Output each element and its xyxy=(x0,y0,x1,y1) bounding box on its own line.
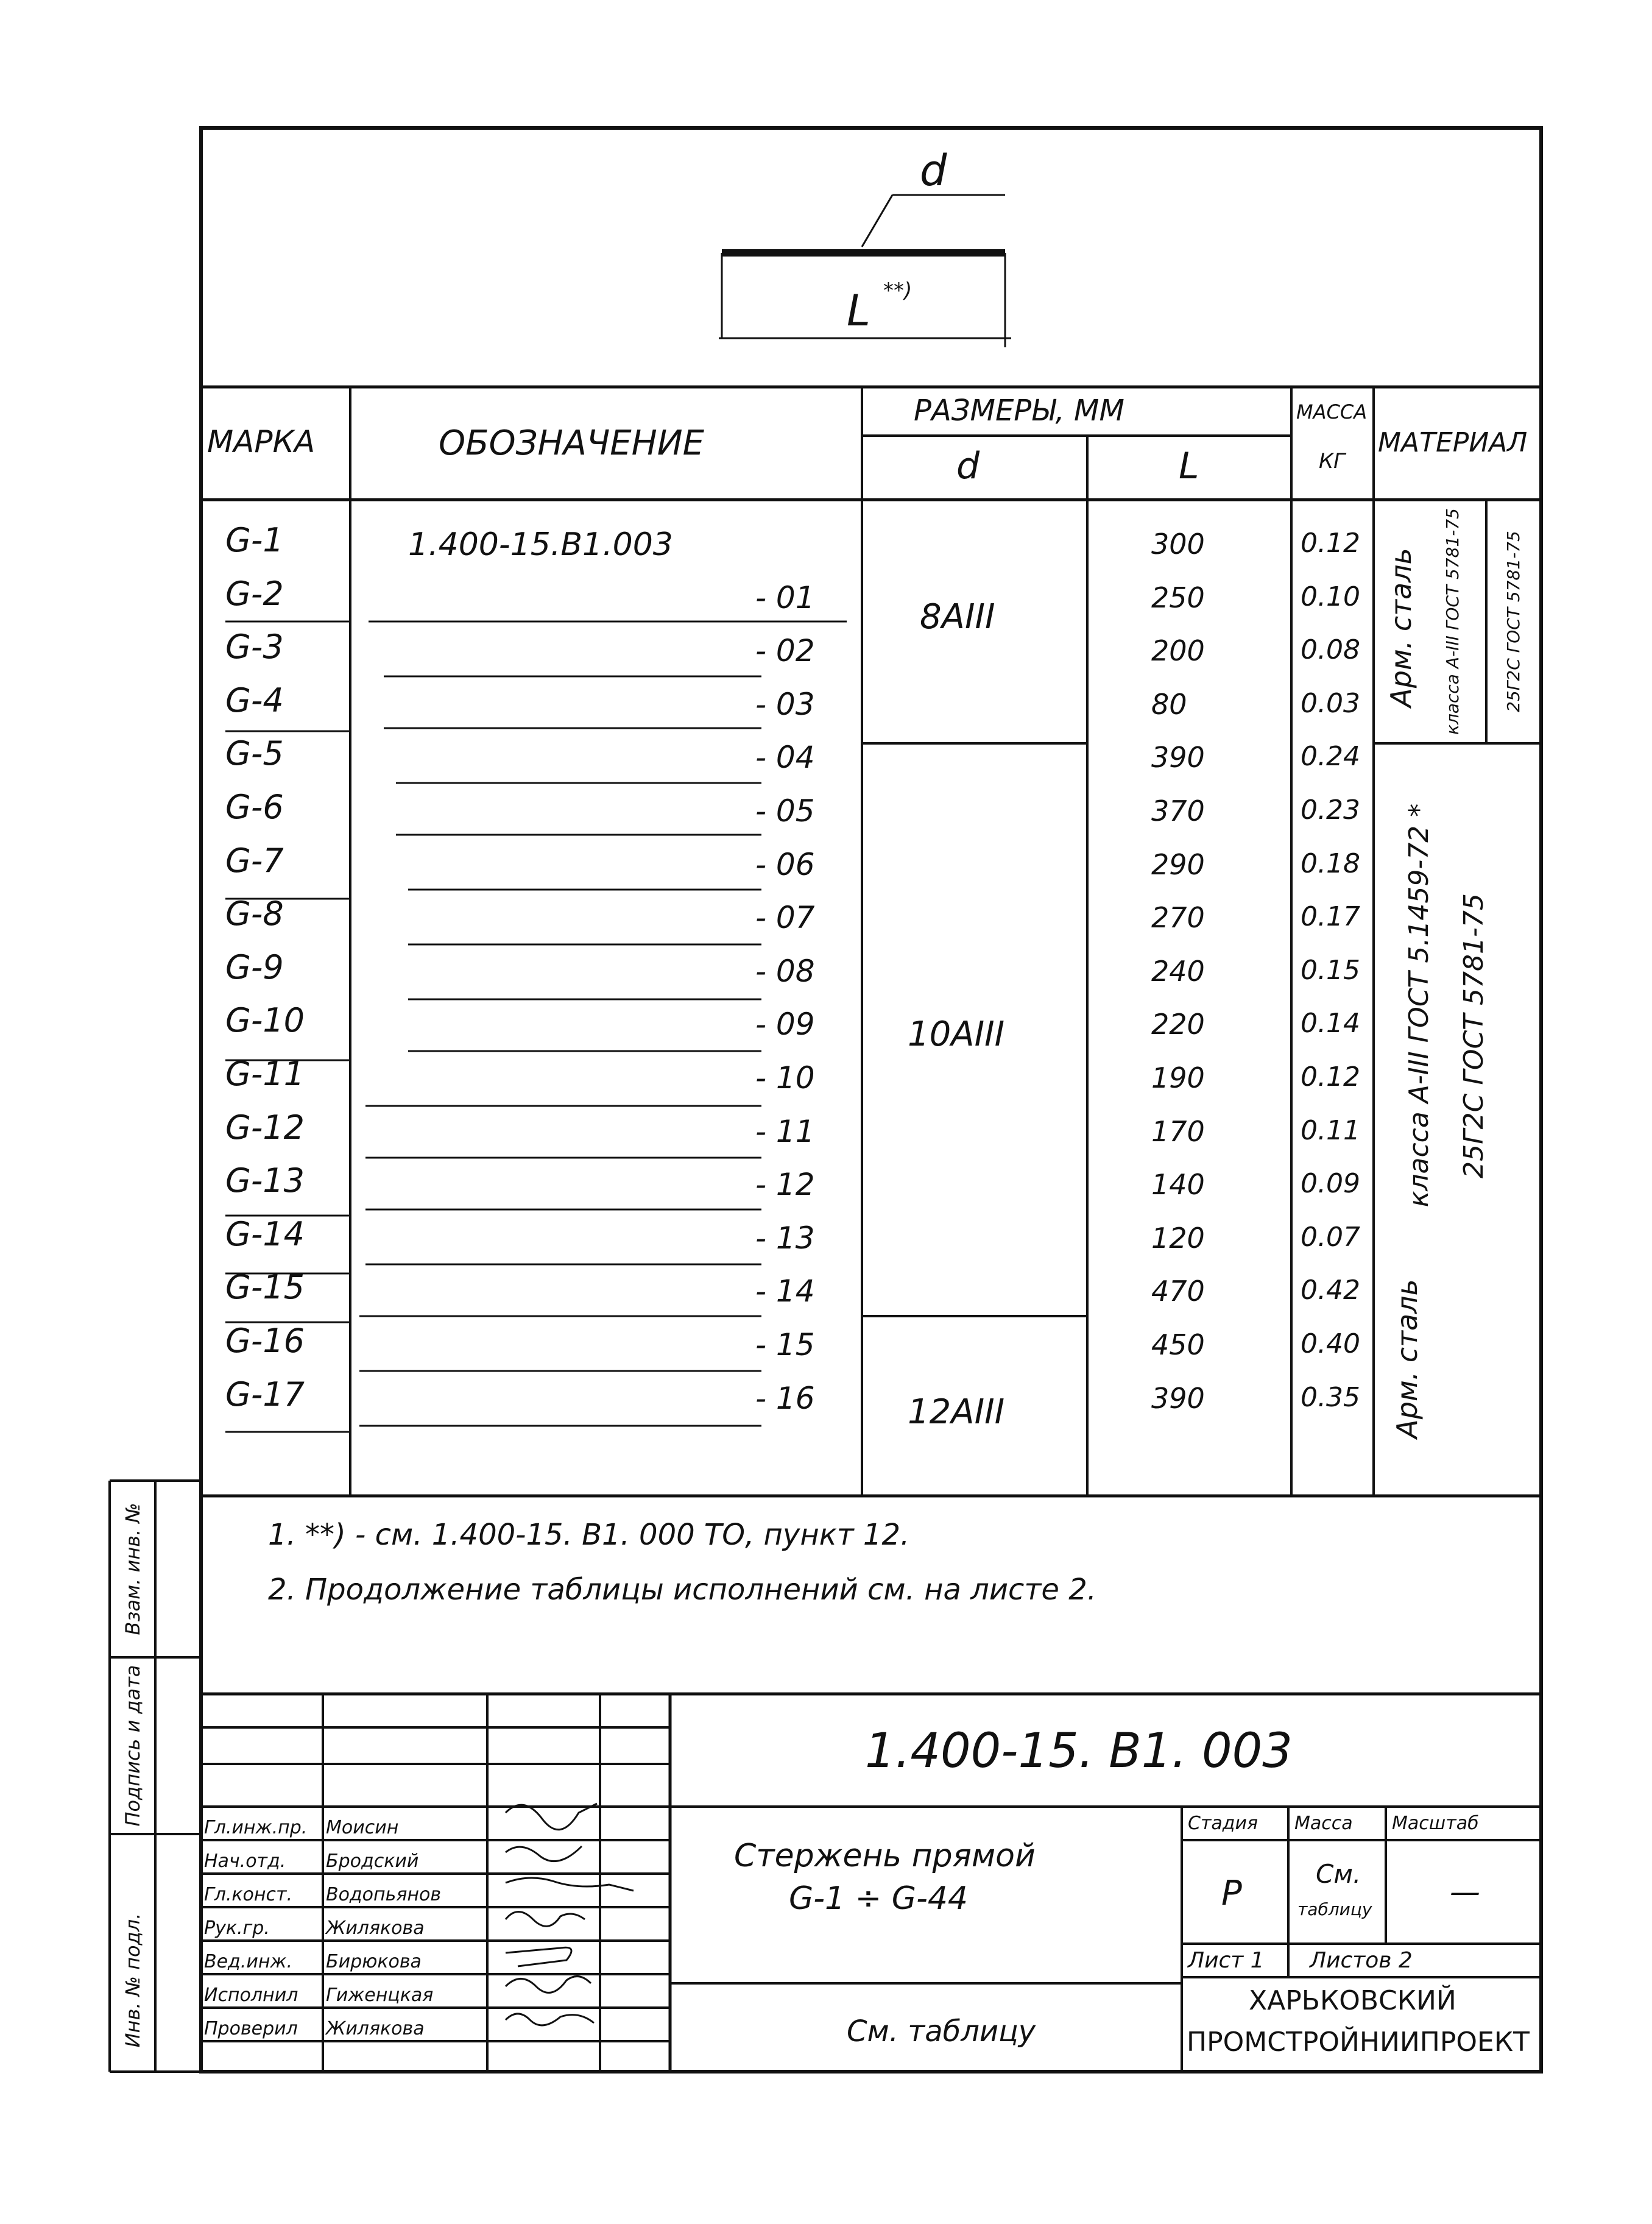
row-length: 220 xyxy=(1151,1008,1205,1041)
row-code: - 02 xyxy=(755,633,815,669)
row-mark: G-7 xyxy=(225,841,284,880)
row-mark: G-2 xyxy=(225,574,284,613)
row-code: - 07 xyxy=(755,900,815,936)
row-mark: G-14 xyxy=(225,1214,305,1253)
massa-value-2: таблицу xyxy=(1297,1899,1372,1919)
row-mass: 0.03 xyxy=(1301,687,1360,719)
sketch-d-label: d xyxy=(920,146,947,196)
header-kg: КГ xyxy=(1319,449,1346,473)
row-mass: 0.12 xyxy=(1301,1061,1360,1093)
person-name: Гиженцкая xyxy=(326,1985,434,2006)
row-mark: G-15 xyxy=(225,1268,305,1307)
row-length: 390 xyxy=(1151,741,1205,774)
row-length: 240 xyxy=(1151,954,1205,988)
person-name: Моисин xyxy=(326,1817,399,1838)
row-mark: G-3 xyxy=(225,628,284,667)
row-code: - 14 xyxy=(755,1273,815,1309)
masshtab-value: — xyxy=(1450,1874,1480,1910)
org-line2: ПРОМСТРОЙНИИПРОЕКТ xyxy=(1187,2027,1530,2058)
title-line2: G-1 ÷ G-44 xyxy=(789,1880,968,1917)
material-1-line3: 25Г2С ГОСТ 5781-75 xyxy=(1503,531,1523,712)
row-mass: 0.17 xyxy=(1301,901,1360,933)
side-label-podpis: Подпись и дата xyxy=(121,1665,144,1827)
material-1-line2: класса А-III ГОСТ 5781-75 xyxy=(1442,508,1463,735)
row-code: - 06 xyxy=(755,846,815,882)
person-role: Гл.инж.пр. xyxy=(204,1817,308,1838)
doc-number: 1.400-15. B1. 003 xyxy=(865,1724,1293,1779)
person-role: Гл.конст. xyxy=(204,1884,293,1905)
material-ref: См. таблицу xyxy=(847,2014,1036,2049)
header-marka: МАРКА xyxy=(207,424,316,459)
row-length: 200 xyxy=(1151,634,1205,668)
row-length: 470 xyxy=(1151,1275,1205,1308)
row-mass: 0.15 xyxy=(1301,954,1360,986)
row-length: 290 xyxy=(1151,848,1205,881)
sketch-l-label: L xyxy=(847,286,870,336)
person-name: Водопьянов xyxy=(326,1884,442,1905)
person-name: Жилякова xyxy=(326,2018,425,2039)
diameter-8: 8AIII xyxy=(920,597,995,637)
title-line1: Стержень прямой xyxy=(734,1838,1036,1874)
org-line1: ХАРЬКОВСКИЙ xyxy=(1249,1985,1456,2016)
row-mark: G-17 xyxy=(225,1375,305,1414)
row-length: 80 xyxy=(1151,687,1187,721)
material-2-line2: класса А-III ГОСТ 5.1459-72 * xyxy=(1403,803,1435,1208)
stadia-value: Р xyxy=(1221,1874,1242,1913)
row-mark: G-1 xyxy=(225,521,284,559)
material-2-line1: Арм. сталь xyxy=(1391,1279,1424,1439)
row-mass: 0.14 xyxy=(1301,1008,1360,1039)
row-code: - 03 xyxy=(755,686,815,722)
person-role: Исполнил xyxy=(204,1985,298,2006)
row-mark: G-4 xyxy=(225,681,284,720)
row-length: 120 xyxy=(1151,1221,1205,1255)
row-length: 390 xyxy=(1151,1381,1205,1415)
row-mass: 0.24 xyxy=(1301,741,1360,773)
header-d: d xyxy=(956,445,980,487)
row-mass: 0.18 xyxy=(1301,848,1360,879)
header-l: L xyxy=(1179,445,1199,487)
person-name: Бирюкова xyxy=(326,1951,422,1972)
row-mass: 0.10 xyxy=(1301,581,1360,612)
row-length: 300 xyxy=(1151,528,1205,561)
row-code: - 05 xyxy=(755,793,815,829)
massa-header: Масса xyxy=(1294,1813,1353,1834)
header-massa: МАССА xyxy=(1296,400,1368,423)
header-razmery: РАЗМЕРЫ, ММ xyxy=(914,394,1124,428)
material-2-line3: 25Г2С ГОСТ 5781-75 xyxy=(1458,893,1489,1178)
row-code: - 11 xyxy=(755,1113,815,1149)
person-role: Рук.гр. xyxy=(204,1918,270,1939)
list-number: Лист 1 xyxy=(1188,1948,1265,1973)
row-code: 1.400-15.B1.003 xyxy=(408,526,673,563)
diameter-12: 12AIII xyxy=(908,1392,1005,1432)
row-length: 370 xyxy=(1151,795,1205,827)
row-mass: 0.11 xyxy=(1301,1114,1360,1146)
person-name: Бродский xyxy=(326,1850,419,1872)
row-mass: 0.09 xyxy=(1301,1168,1360,1200)
stadia-header: Стадия xyxy=(1188,1813,1258,1834)
side-label-inv: Инв. № подл. xyxy=(121,1913,144,2048)
row-length: 270 xyxy=(1151,901,1205,935)
row-mass: 0.35 xyxy=(1301,1381,1360,1413)
person-role: Нач.отд. xyxy=(204,1850,286,1872)
row-code: - 08 xyxy=(755,953,815,989)
row-mark: G-9 xyxy=(225,947,284,986)
row-mass: 0.12 xyxy=(1301,528,1360,559)
row-mass: 0.08 xyxy=(1301,634,1360,666)
person-role: Вед.инж. xyxy=(204,1951,292,1972)
row-mark: G-12 xyxy=(225,1108,305,1147)
person-role: Проверил xyxy=(204,2018,298,2039)
row-code: - 15 xyxy=(755,1327,815,1362)
row-code: - 12 xyxy=(755,1167,815,1203)
header-oboznachenie: ОБОЗНАЧЕНИЕ xyxy=(439,423,705,463)
side-label-vzam: Взам. инв. № xyxy=(121,1503,144,1635)
row-length: 140 xyxy=(1151,1168,1205,1202)
sketch-l-note: **) xyxy=(883,278,912,303)
material-1-line1: Арм. сталь xyxy=(1385,548,1417,707)
note-2: 2. Продолжение таблицы исполнений см. на листе 2. xyxy=(268,1573,1096,1607)
row-mass: 0.42 xyxy=(1301,1275,1360,1306)
row-mark: G-8 xyxy=(225,894,284,933)
row-mass: 0.23 xyxy=(1301,795,1360,826)
massa-value-1: См. xyxy=(1316,1859,1361,1889)
header-material: МАТЕРИАЛ xyxy=(1378,427,1528,458)
row-mark: G-13 xyxy=(225,1161,305,1200)
listov-count: Листов 2 xyxy=(1310,1948,1413,1973)
row-code: - 09 xyxy=(755,1007,815,1043)
row-code: - 04 xyxy=(755,740,815,776)
row-length: 450 xyxy=(1151,1328,1205,1361)
row-mark: G-5 xyxy=(225,734,284,773)
row-mass: 0.07 xyxy=(1301,1221,1360,1253)
row-code: - 13 xyxy=(755,1220,815,1256)
row-code: - 16 xyxy=(755,1380,815,1416)
row-length: 170 xyxy=(1151,1114,1205,1148)
row-code: - 01 xyxy=(755,579,815,615)
diameter-10: 10AIII xyxy=(908,1015,1005,1054)
row-mark: G-16 xyxy=(225,1322,305,1360)
row-mark: G-6 xyxy=(225,788,284,826)
row-length: 190 xyxy=(1151,1061,1205,1094)
row-code: - 10 xyxy=(755,1060,815,1096)
person-name: Жилякова xyxy=(326,1918,425,1939)
masshtab-header: Масштаб xyxy=(1392,1813,1479,1834)
row-length: 250 xyxy=(1151,581,1205,614)
row-mark: G-10 xyxy=(225,1001,305,1040)
row-mass: 0.40 xyxy=(1301,1328,1360,1359)
row-mark: G-11 xyxy=(225,1055,305,1093)
note-1: 1. **) - см. 1.400-15. B1. 000 ТО, пункт 12. xyxy=(268,1518,910,1552)
